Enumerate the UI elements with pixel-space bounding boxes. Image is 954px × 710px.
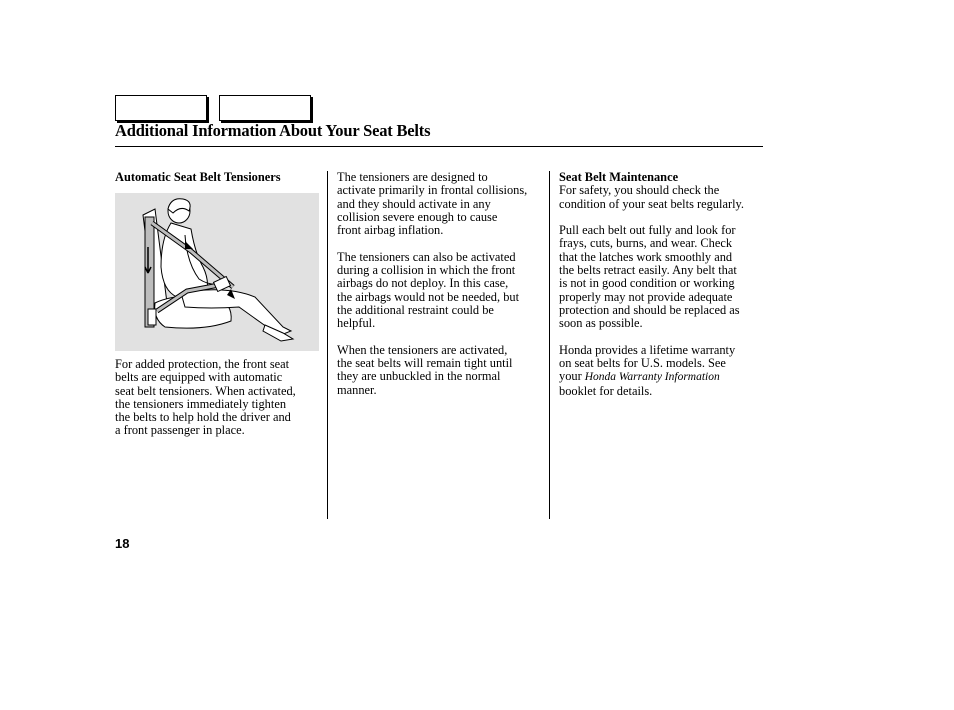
- page-title: Additional Information About Your Seat Belts: [115, 121, 431, 140]
- tensioners-design-paragraph: The tensioners are designed to activate primarily in frontal collisions, and they should activate in any collision severe enough to cause front airbag inflation.: [337, 170, 528, 238]
- tensioners-intro-paragraph: For added protection, the front seat belts are equipped with automatic seat belt tensioners. When activated, the tensioners immediately tighten the belts to help hold the driver and a front passenger in place.: [115, 357, 296, 438]
- warranty-text-start: Honda provides a lifetime warranty on seat belts for U.S. models. See your: [559, 342, 736, 384]
- warranty-text-end: booklet for details.: [559, 383, 653, 398]
- tensioners-tight-paragraph: When the tensioners are activated, the seat belts will remain tight until they are unbuckled in the normal manner.: [337, 342, 513, 397]
- column-divider-1: [327, 171, 328, 519]
- column-1-body: [115, 358, 320, 438]
- seated-passenger-icon: [115, 193, 319, 351]
- column-1: [115, 171, 320, 184]
- tensioners-activation-paragraph: The tensioners can also be activated during a collision in which the front airbags do not deploy. In this case, the airbags would not be needed, but the additional restraint could be helpful.: [337, 249, 520, 331]
- nav-tab-box-2[interactable]: [219, 95, 311, 121]
- seat-belt-tensioner-illustration: [115, 193, 319, 351]
- section-heading-tensioners: Automatic Seat Belt Tensioners: [115, 170, 281, 184]
- column-2: [337, 171, 545, 397]
- maintenance-check-paragraph: For safety, you should check the condition of your seat belts regularly.: [559, 183, 745, 211]
- column-3: [559, 171, 765, 398]
- title-divider: [115, 146, 763, 147]
- nav-tab-box-1[interactable]: [115, 95, 207, 121]
- section-heading-maintenance: Seat Belt Maintenance: [559, 170, 679, 184]
- warranty-booklet-title: Honda Warranty Information: [584, 371, 720, 384]
- maintenance-inspect-paragraph: Pull each belt out fully and look for frays, cuts, burns, and wear. Check that the latches work smoothly and the belts retract easily. Any belt that is not in good condition or working properly may not provide adequate protection and should be replaced as soon as possible.: [559, 223, 740, 331]
- column-divider-2: [549, 171, 550, 519]
- page-number: 18: [115, 536, 130, 551]
- warranty-paragraph: [559, 344, 765, 398]
